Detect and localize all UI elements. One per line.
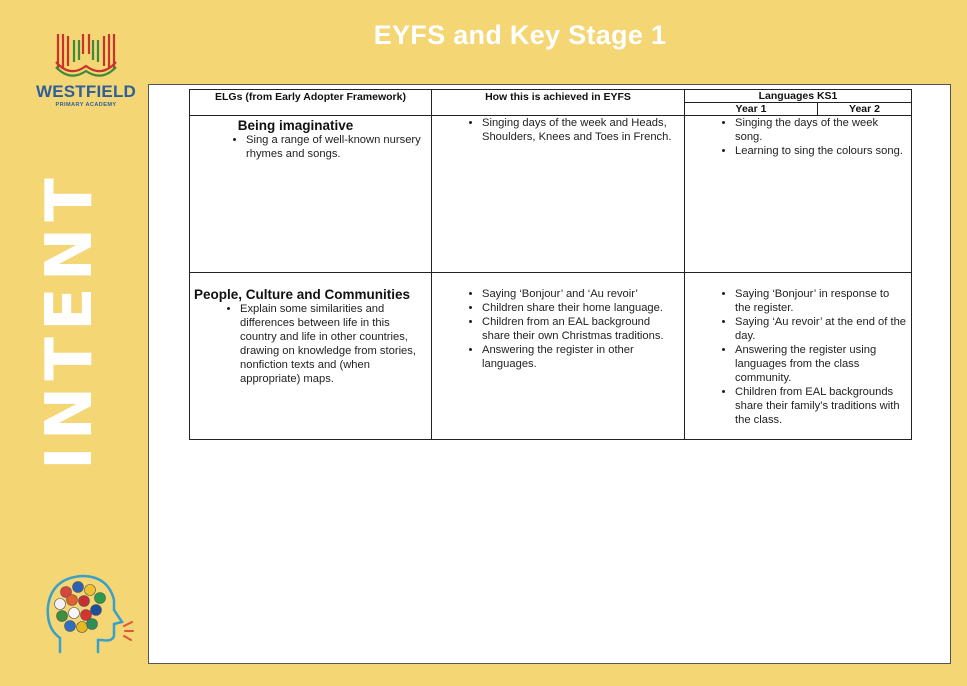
list-item: • Children from EAL backgrounds share their family’s traditions with the class. bbox=[735, 385, 907, 427]
eyfs-points bbox=[436, 116, 680, 144]
eyfs-cell bbox=[432, 116, 685, 273]
ks1-points bbox=[689, 116, 907, 158]
ks1-cell bbox=[685, 116, 912, 273]
elg-points bbox=[194, 133, 427, 161]
list-item: • Saying ‘Bonjour’ and ‘Au revoir’ bbox=[482, 287, 680, 301]
list-item: • Saying ‘Bonjour’ in response to the register. bbox=[735, 287, 907, 315]
table-header-row bbox=[190, 90, 912, 103]
slide-title: EYFS and Key Stage 1 bbox=[373, 20, 667, 50]
elg-title: Being imaginative bbox=[237, 118, 354, 133]
table-row bbox=[190, 273, 912, 440]
eyfs-points bbox=[436, 287, 680, 371]
elg-cell bbox=[190, 116, 432, 273]
list-item: • Saying ‘Au revoir’ at the end of the day. bbox=[735, 315, 907, 343]
ks1-points bbox=[689, 287, 907, 427]
list-item: • Children share their home language. bbox=[482, 301, 680, 315]
list-item: • Explain some similarities and differences between life in this country and life in other countries, drawing on knowledge from stories, nonfiction texts and (when appropriate) maps. bbox=[240, 302, 427, 386]
logo-name: WESTFIELD bbox=[35, 82, 136, 101]
header-year-2: Year 2 bbox=[818, 103, 912, 116]
header-year-1: Year 1 bbox=[685, 103, 818, 116]
logo-w-mark-icon bbox=[54, 32, 118, 80]
list-item: • Answering the register in other languages. bbox=[482, 343, 680, 371]
elg-cell bbox=[190, 273, 432, 440]
header-languages-ks1: Languages KS1 bbox=[685, 90, 912, 103]
eyfs-cell bbox=[432, 273, 685, 440]
elg-points bbox=[194, 302, 427, 386]
list-item: • Singing the days of the week song. bbox=[735, 116, 907, 144]
list-item: • Sing a range of well-known nursery rhymes and songs. bbox=[246, 133, 427, 161]
header-elgs: ELGs (from Early Adopter Framework) bbox=[190, 90, 432, 116]
head-with-flags-icon bbox=[42, 570, 134, 662]
list-item: • Singing days of the week and Heads, Shoulders, Knees and Toes in French. bbox=[482, 116, 680, 144]
elg-title: People, Culture and Communities bbox=[194, 287, 411, 302]
list-item: • Learning to sing the colours song. bbox=[735, 144, 907, 158]
list-item: • Answering the register using languages from the class community. bbox=[735, 343, 907, 385]
intent-side-label: INTENT bbox=[33, 172, 107, 470]
curriculum-table bbox=[189, 89, 912, 440]
ks1-cell bbox=[685, 273, 912, 440]
table-row bbox=[190, 116, 912, 273]
logo-subtitle: PRIMARY ACADEMY bbox=[55, 102, 117, 108]
list-item: • Children from an EAL background share their own Christmas traditions. bbox=[482, 315, 680, 343]
header-eyfs: How this is achieved in EYFS bbox=[432, 90, 685, 116]
school-logo bbox=[30, 32, 142, 122]
content-panel bbox=[148, 84, 951, 664]
